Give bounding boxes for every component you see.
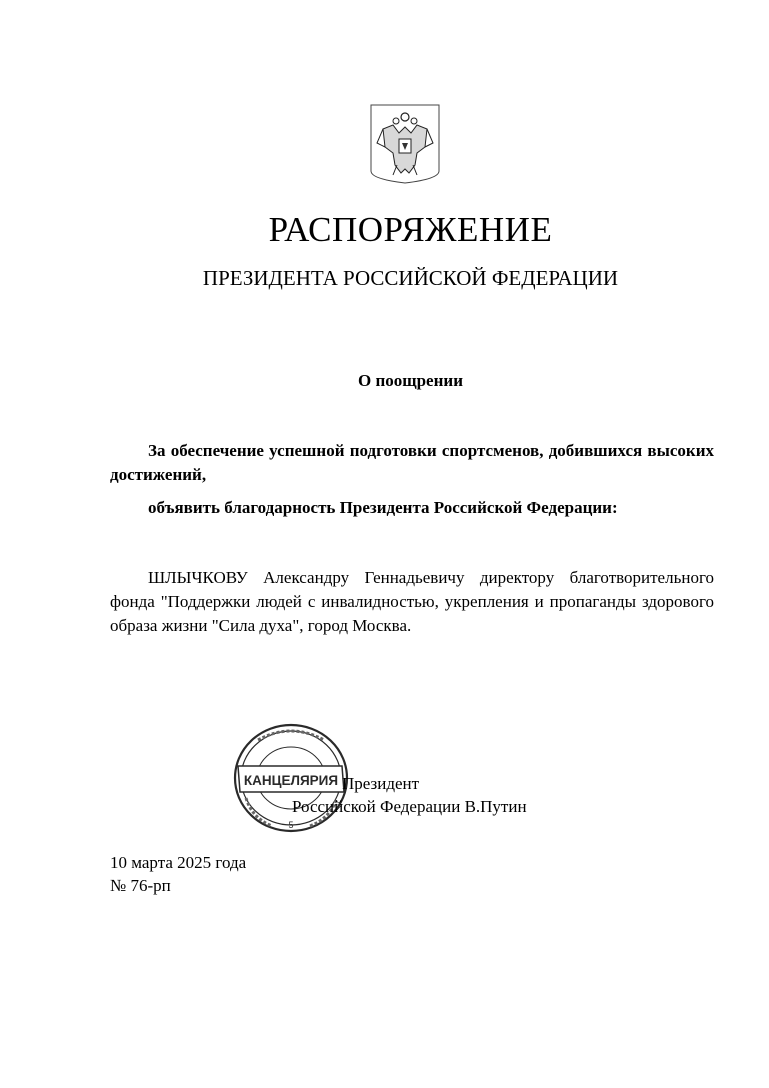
- document-subject: О поощрении: [357, 371, 463, 390]
- document-number: № 76-рп: [110, 876, 171, 895]
- coat-of-arms-icon: [369, 103, 441, 185]
- signatory-title: Президент: [342, 774, 420, 793]
- document-date: 10 марта 2025 года: [110, 853, 247, 872]
- signatory-name: Российской Федерации В.Путин: [292, 797, 527, 816]
- seal-center-text: КАНЦЕЛЯРИЯ: [243, 773, 339, 788]
- document-title: РАСПОРЯЖЕНИЕ: [268, 210, 553, 249]
- recipient-paragraph: ШЛЫЧКОВУ Александру Геннадьевичу директору благотворительного фонда "Поддержки людей с инвалидностью, укрепления и пропаганды здорового образа жизни "Сила духа", город Москва.: [110, 568, 714, 635]
- seal-number: 5: [288, 820, 294, 830]
- office-seal-icon: [232, 722, 350, 834]
- decision-paragraph: объявить благодарность Президента Российской Федерации:: [148, 498, 618, 517]
- document-subtitle: ПРЕЗИДЕНТА РОССИЙСКОЙ ФЕДЕРАЦИИ: [202, 266, 619, 290]
- reason-paragraph: За обеспечение успешной подготовки спортсменов, добившихся высоких достижений,: [110, 441, 714, 484]
